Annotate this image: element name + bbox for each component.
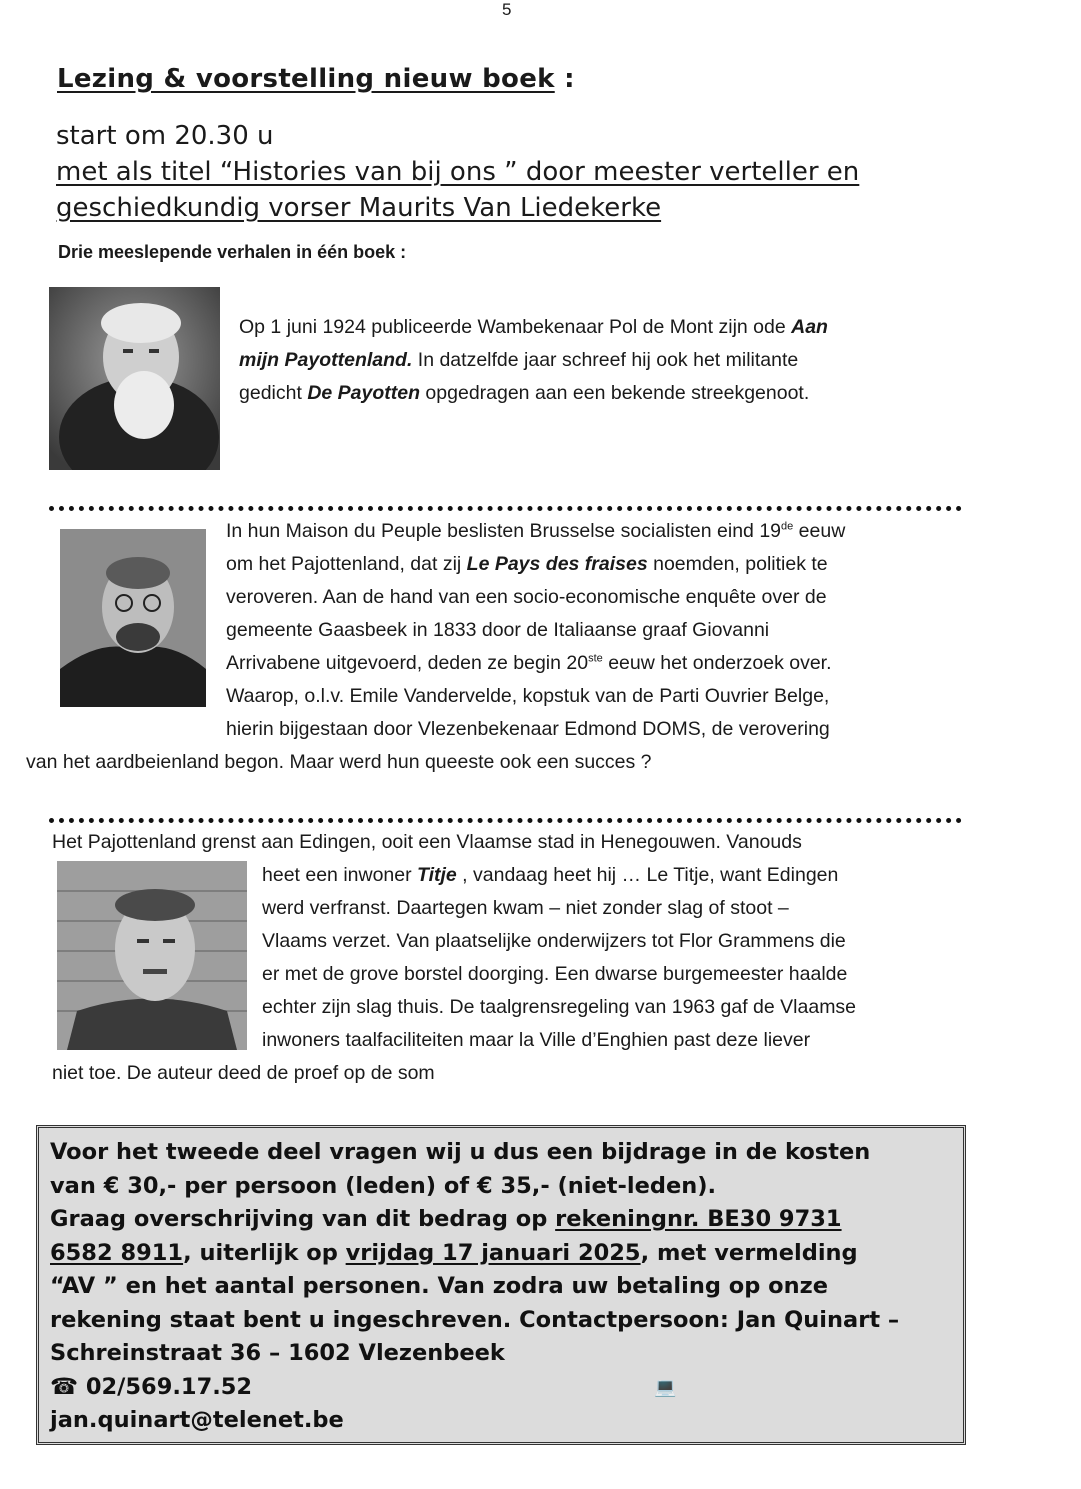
phone-icon: ☎ — [50, 1373, 79, 1400]
registration-line — [50, 1237, 970, 1271]
registration-line — [50, 1304, 970, 1338]
text-run: inwoners taalfaciliteiten maar la Ville d’Enghien past deze liever — [262, 1029, 811, 1051]
story-line — [52, 892, 972, 925]
story-line — [26, 614, 966, 647]
underlined-detail: rekeningnr. BE30 9731 — [555, 1206, 842, 1232]
lecture-title-line-2: geschiedkundig vorser Maurits Van Liedekerke — [56, 193, 662, 223]
underlined-detail: vrijdag 17 januari 2025 — [345, 1239, 641, 1266]
story-2-text — [26, 515, 966, 779]
text-run: Op 1 juni 1924 publiceerde Wambekenaar Pol de Mont zijn ode — [239, 316, 792, 338]
story-line — [26, 746, 966, 779]
lecture-title-line-1: met als titel “Histories van bij ons ” door meester verteller en — [56, 157, 860, 187]
story-line — [52, 859, 972, 892]
text-run: Graag overschrijving van dit bedrag op — [50, 1206, 556, 1232]
text-run: heet een inwoner — [262, 864, 418, 886]
computer-icon: 💻 — [654, 1376, 677, 1398]
text-run: Schreinstraat 36 – 1602 Vlezenbeek — [50, 1340, 505, 1366]
story-line — [26, 713, 966, 746]
text-run: er met de grove borstel doorging. Een dwarse burgemeester haalde — [262, 963, 848, 985]
text-run: , met vermelding — [640, 1239, 858, 1266]
text-run: Waarop, o.l.v. Emile Vandervelde, kopstuk van de Parti Ouvrier Belge, — [226, 685, 830, 707]
text-run: noemden, politiek te — [647, 553, 828, 575]
text-run: echter zijn slag thuis. De taalgrensregeling van 1963 gaf de Vlaamse — [262, 996, 857, 1018]
story-1-text — [239, 311, 959, 410]
underlined-detail: 6582 8911 — [50, 1239, 184, 1266]
story-line — [26, 647, 966, 680]
story-line — [26, 515, 966, 548]
story-line — [52, 1024, 972, 1057]
text-run: eeuw — [793, 520, 846, 542]
story-line — [26, 680, 966, 713]
text-run: van € 30,- per persoon (leden) of € 35,- (niet-leden). — [50, 1172, 717, 1199]
registration-line — [50, 1170, 970, 1204]
text-run: , vandaag heet hij … Le Titje, want Edingen — [456, 864, 839, 886]
registration-line — [50, 1270, 970, 1304]
text-run: om het Pajottenland, dat zij — [226, 553, 467, 575]
story-3-text — [52, 826, 972, 1090]
text-run: eeuw het onderzoek over. — [602, 652, 832, 674]
story-line — [52, 991, 972, 1024]
page-number: 5 — [502, 0, 512, 19]
story-line — [52, 925, 972, 958]
story-line — [52, 826, 972, 859]
text-run: werd verfranst. Daartegen kwam – niet zonder slag of stoot – — [262, 897, 789, 919]
story-line — [26, 548, 966, 581]
text-run: Arrivabene uitgevoerd, deden ze begin 20 — [226, 652, 589, 674]
story-line — [239, 344, 959, 377]
text-run: gemeente Gaasbeek in 1833 door de Italiaanse graaf Giovanni — [226, 619, 770, 641]
emphasized-title: De Payotten — [307, 382, 421, 404]
text-run: opgedragen aan een bekende streekgenoot. — [420, 382, 810, 404]
text-run: gedicht — [239, 382, 308, 404]
text-run: rekening staat bent u ingeschreven. Contactpersoon: Jan Quinart – — [50, 1306, 900, 1333]
text-run: “AV ” en het aantal personen. Van zodra uw betaling op onze — [50, 1273, 829, 1299]
page-title-colon: : — [564, 64, 575, 94]
page-title-text: Lezing & voorstelling nieuw boek — [57, 64, 555, 94]
story-line — [26, 581, 966, 614]
text-run: Vlaams verzet. Van plaatselijke onderwijzers tot Flor Grammens die — [262, 930, 846, 952]
text-run: hierin bijgestaan door Vlezenbekenaar Edmond DOMS, de verovering — [226, 718, 830, 740]
contact-email[interactable]: jan.quinart@telenet.be — [50, 1407, 344, 1433]
page-title — [57, 64, 575, 94]
registration-line — [50, 1136, 970, 1170]
portrait-photo-pol-de-mont — [49, 287, 220, 470]
text-run: Het Pajottenland grenst aan Edingen, ooit een Vlaamse stad in Henegouwen. Vanouds — [52, 831, 802, 853]
section-divider-1 — [49, 506, 962, 511]
contact-phone: 02/569.17.52 — [85, 1373, 253, 1400]
ordinal-suffix: ste — [588, 652, 603, 665]
lecture-info — [56, 118, 859, 226]
section-divider-2 — [49, 818, 962, 823]
registration-line — [50, 1203, 970, 1237]
text-run: , uiterlijk op — [183, 1239, 346, 1266]
text-run: niet toe. De auteur deed de proef op de som — [52, 1062, 435, 1084]
story-line — [239, 377, 959, 410]
text-run: veroveren. Aan de hand van een socio-economische enquête over de — [226, 586, 827, 608]
story-line — [239, 311, 959, 344]
text-run: van het aardbeienland begon. Maar werd hun queeste ook een succes ? — [26, 751, 652, 773]
emphasized-title: Le Pays des fraises — [466, 553, 648, 575]
story-line — [52, 958, 972, 991]
text-run: Voor het tweede deel vragen wij u dus een bijdrage in de kosten — [50, 1139, 871, 1165]
registration-text — [50, 1136, 970, 1438]
registration-line — [50, 1337, 970, 1371]
text-run: In hun Maison du Peuple beslisten Brusselse socialisten eind 19 — [226, 520, 782, 542]
emphasized-title: mijn Payottenland. — [239, 349, 413, 371]
emphasized-title: Aan — [791, 316, 828, 338]
story-line — [52, 1057, 972, 1090]
emphasized-title: Titje — [417, 864, 457, 886]
ordinal-suffix: de — [781, 520, 794, 533]
text-run: In datzelfde jaar schreef hij ook het militante — [412, 349, 799, 371]
stories-intro: Drie meeslepende verhalen in één boek : — [58, 242, 407, 262]
lecture-start-time: start om 20.30 u — [56, 121, 274, 151]
